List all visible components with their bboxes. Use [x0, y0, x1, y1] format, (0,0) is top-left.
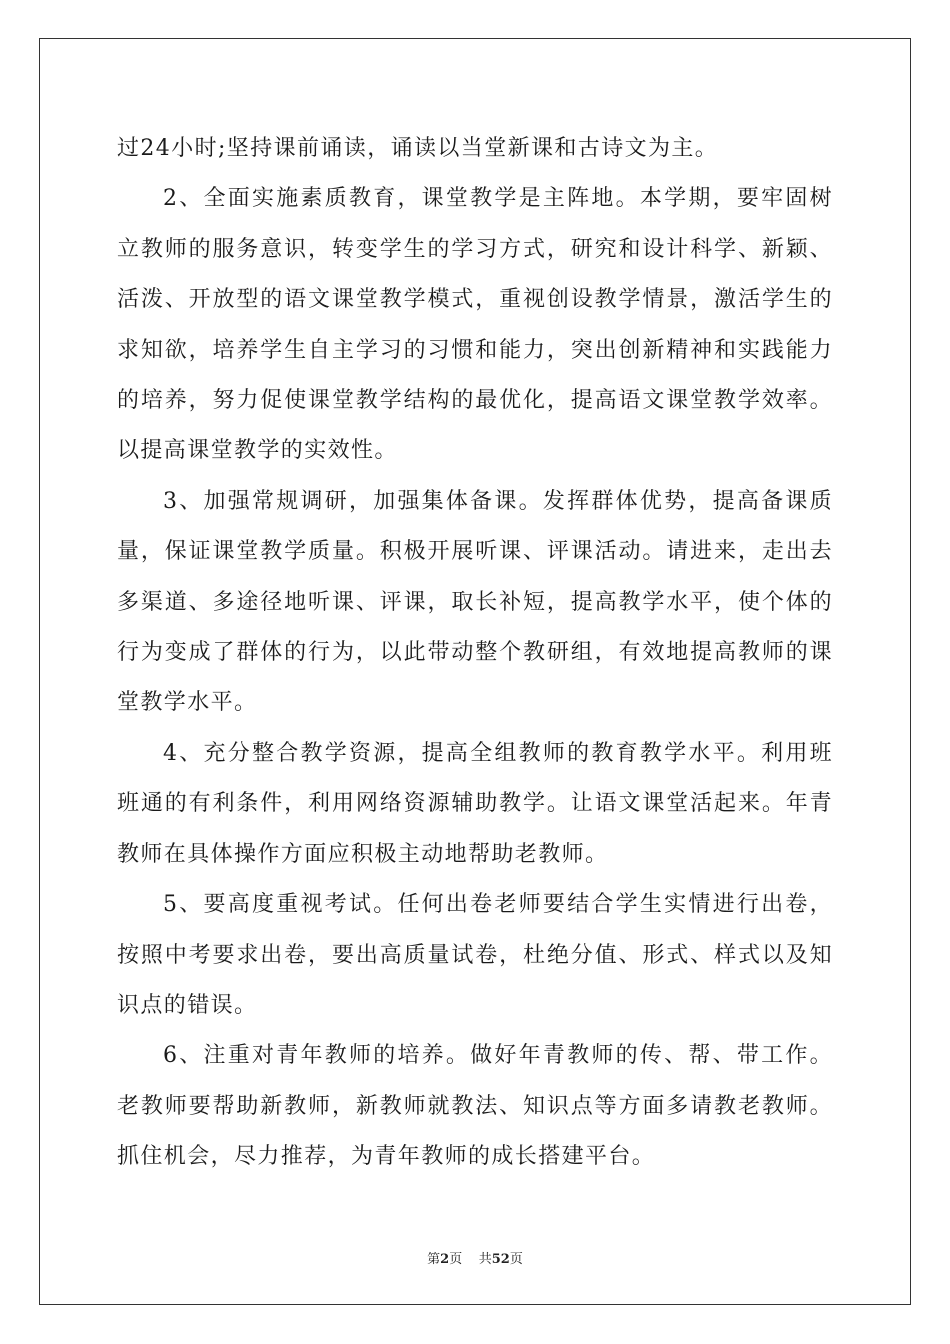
document-body: [117, 124, 833, 1183]
paragraph-item-4: 4、充分整合教学资源，提高全组教师的教育教学水平。利用班班通的有利条件，利用网络资源辅助教学。让语文课堂活起来。年青教师在具体操作方面应积极主动地帮助老教师。: [117, 740, 833, 867]
page-footer: [0, 1248, 950, 1267]
total-prefix: 共: [478, 1252, 492, 1267]
page-number: 2: [440, 1252, 450, 1267]
paragraph-continuation: 过24小时;坚持课前诵读，诵读以当堂新课和古诗文为主。: [117, 136, 719, 161]
total-suffix: 页: [509, 1252, 523, 1267]
paragraph-item-3: 3、加强常规调研，加强集体备课。发挥群体优势，提高备课质量，保证课堂教学质量。积极开展听课、评课活动。请进来，走出去多渠道、多途径地听课、评课，取长补短，提高教学水平，使个体的行为变成了群体的行为，以此带动整个教研组，有效地提高教师的课堂教学水平。: [117, 488, 833, 716]
paragraph-item-2: 2、全面实施素质教育，课堂教学是主阵地。本学期，要牢固树立教师的服务意识，转变学生的学习方式，研究和设计科学、新颖、活泼、开放型的语文课堂教学模式，重视创设教学情景，激活学生的求知欲，培养学生自主学习的习惯和能力，突出创新精神和实践能力的培养，努力促使课堂教学结构的最优化，提高语文课堂教学效率。以提高课堂教学的实效性。: [117, 186, 833, 464]
page-suffix: 页: [449, 1252, 463, 1267]
paragraph-item-5: 5、要高度重视考试。任何出卷老师要结合学生实情进行出卷，按照中考要求出卷，要出高质量试卷，杜绝分值、形式、样式以及知识点的错误。: [117, 892, 833, 1018]
page-prefix: 第: [427, 1252, 441, 1267]
paragraph-item-6: 6、注重对青年教师的培养。做好年青教师的传、帮、带工作。老教师要帮助新教师，新教师就教法、知识点等方面多请教老教师。抓住机会，尽力推荐，为青年教师的成长搭建平台。: [117, 1043, 833, 1170]
total-pages: 52: [491, 1252, 510, 1267]
